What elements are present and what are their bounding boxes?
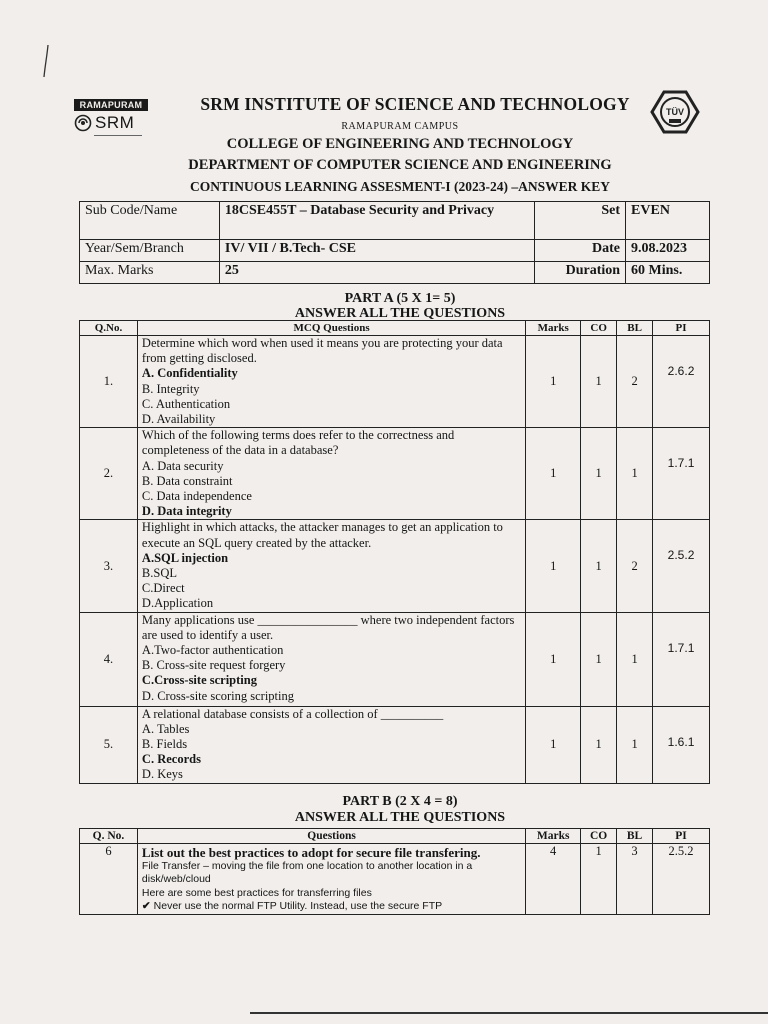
pi-value: 1.7.1: [653, 612, 710, 706]
option: A.Two-factor authentication: [141, 643, 284, 658]
question-number: 4.: [80, 612, 138, 706]
pi-value: 1.6.1: [653, 706, 710, 783]
co-value: 1: [581, 336, 617, 428]
part-b-title: PART B (2 X 4 = 8): [342, 794, 458, 809]
part-b-table: [79, 828, 710, 915]
question-stem: Many applications use ________________ where two independent factors are used to identify a user.: [141, 612, 515, 642]
duration-label: Duration: [535, 262, 626, 284]
table-row: [80, 520, 710, 612]
b-answer-line: Never use the normal FTP Utility. Instead, use the secure FTP: [153, 900, 443, 912]
b-col-header-bl: BL: [617, 829, 653, 844]
correct-option: A. Confidentiality: [141, 366, 238, 381]
b-question-prompt: List out the best practices to adopt for secure file transfering.: [141, 845, 481, 860]
year-sem-branch-label: Year/Sem/Branch: [80, 240, 220, 262]
set-value: EVEN: [626, 202, 710, 240]
sub-code-value: 18CSE455T – Database Security and Privacy: [219, 202, 534, 240]
b-answer-line: File Transfer – moving the file from one location to another location in a disk/web/cloud: [141, 859, 473, 885]
logo-campus-tag: RAMAPURAM: [74, 99, 148, 111]
option: D. Availability: [141, 412, 216, 427]
option: B.SQL: [141, 566, 177, 581]
option: C. Data independence: [141, 489, 252, 504]
marks-value: 1: [526, 336, 581, 428]
b-col-header-question: Questions: [137, 829, 525, 844]
col-header-qno: Q.No.: [80, 321, 138, 336]
question-stem: Highlight in which attacks, the attacker manages to get an application to execute an SQL query created by the attacker.: [141, 520, 503, 550]
pen-stroke-mark: [42, 44, 50, 78]
sub-code-label: Sub Code/Name: [80, 202, 220, 240]
col-header-bl: BL: [617, 321, 653, 336]
duration-value: 60 Mins.: [626, 262, 710, 284]
part-a-title: PART A (5 X 1= 5): [344, 291, 456, 306]
b-question-number: 6: [80, 844, 138, 915]
question-stem: Determine which word when used it means you are protecting your data from getting disclosed.: [141, 336, 503, 366]
table-row: [80, 844, 710, 915]
option: B. Integrity: [141, 381, 200, 396]
set-label: Set: [535, 202, 626, 240]
college-name: COLLEGE OF ENGINEERING AND TECHNOLOGY: [226, 136, 574, 152]
question-cell: [137, 428, 525, 520]
b-col-header-co: CO: [581, 829, 617, 844]
table-row: [80, 612, 710, 706]
max-marks-value: 25: [219, 262, 534, 284]
year-sem-branch-value: IV/ VII / B.Tech- CSE: [219, 240, 534, 262]
part-a-subtitle: ANSWER ALL THE QUESTIONS: [294, 306, 506, 321]
date-value: 9.08.2023: [626, 240, 710, 262]
marks-value: 1: [526, 520, 581, 612]
option: C. Authentication: [141, 396, 231, 411]
option: B. Fields: [141, 737, 188, 752]
correct-option: C.Cross-site scripting: [141, 673, 257, 688]
marks-value: 1: [526, 706, 581, 783]
b-answer-bullet: [142, 900, 521, 914]
table-row: [80, 706, 710, 783]
checkmark-icon: ✔: [141, 900, 151, 912]
option: A. Data security: [141, 458, 224, 473]
correct-option: C. Records: [141, 752, 201, 767]
page-edge-line: [250, 1012, 768, 1014]
b-col-header-pi: PI: [653, 829, 710, 844]
correct-option: D. Data integrity: [141, 504, 232, 519]
question-cell: [137, 706, 525, 783]
question-number: 1.: [80, 336, 138, 428]
b-answer-line: Here are some best practices for transferring files: [141, 886, 372, 899]
date-label: Date: [535, 240, 626, 262]
campus-name: RAMAPURAM CAMPUS: [341, 121, 459, 132]
b-co: 1: [581, 844, 617, 915]
table-row: [80, 336, 710, 428]
part-a-mcq-table: [79, 320, 710, 784]
question-cell: [137, 612, 525, 706]
part-b-subtitle: ANSWER ALL THE QUESTIONS: [294, 810, 506, 825]
max-marks-label: Max. Marks: [80, 262, 220, 284]
b-col-header-qno: Q. No.: [80, 829, 138, 844]
question-cell: [137, 336, 525, 428]
option: D. Keys: [141, 767, 183, 782]
co-value: 1: [581, 520, 617, 612]
department-name: DEPARTMENT OF COMPUTER SCIENCE AND ENGINEERING: [188, 157, 612, 173]
correct-option: A.SQL injection: [141, 550, 229, 565]
co-value: 1: [581, 706, 617, 783]
tuv-label: TÜV: [666, 107, 684, 117]
option: D.Application: [141, 596, 214, 611]
b-col-header-marks: Marks: [526, 829, 581, 844]
col-header-pi: PI: [653, 321, 710, 336]
col-header-co: CO: [581, 321, 617, 336]
col-header-question: MCQ Questions: [137, 321, 525, 336]
pi-value: 1.7.1: [653, 428, 710, 520]
table-row: [80, 428, 710, 520]
marks-value: 1: [526, 612, 581, 706]
bl-value: 2: [617, 520, 653, 612]
option: A. Tables: [141, 721, 190, 736]
bl-value: 1: [617, 612, 653, 706]
exam-title: CONTINUOUS LEARNING ASSESMENT-I (2023-24) –ANSWER KEY: [190, 179, 610, 194]
b-bl: 3: [617, 844, 653, 915]
co-value: 1: [581, 612, 617, 706]
option: D. Cross-site scoring scripting: [141, 688, 294, 703]
co-value: 1: [581, 428, 617, 520]
pi-value: 2.5.2: [653, 520, 710, 612]
col-header-marks: Marks: [526, 321, 581, 336]
marks-value: 1: [526, 428, 581, 520]
b-pi: 2.5.2: [653, 844, 710, 915]
bl-value: 1: [617, 428, 653, 520]
exam-info-table: [79, 201, 710, 284]
option: B. Cross-site request forgery: [141, 658, 286, 673]
question-stem: A relational database consists of a collection of __________: [141, 706, 444, 721]
option: B. Data constraint: [141, 473, 233, 488]
question-stem: Which of the following terms does refer to the correctness and completeness of the data in a database?: [141, 428, 455, 458]
question-number: 3.: [80, 520, 138, 612]
logo-wordmark: SRM: [95, 113, 135, 132]
pi-value: 2.6.2: [653, 336, 710, 428]
bl-value: 2: [617, 336, 653, 428]
question-cell: [137, 520, 525, 612]
institute-name: SRM INSTITUTE OF SCIENCE AND TECHNOLOGY: [200, 94, 630, 114]
bl-value: 1: [617, 706, 653, 783]
question-number: 5.: [80, 706, 138, 783]
option: C.Direct: [141, 581, 185, 596]
b-marks: 4: [526, 844, 581, 915]
question-number: 2.: [80, 428, 138, 520]
b-question-cell: [137, 844, 525, 915]
